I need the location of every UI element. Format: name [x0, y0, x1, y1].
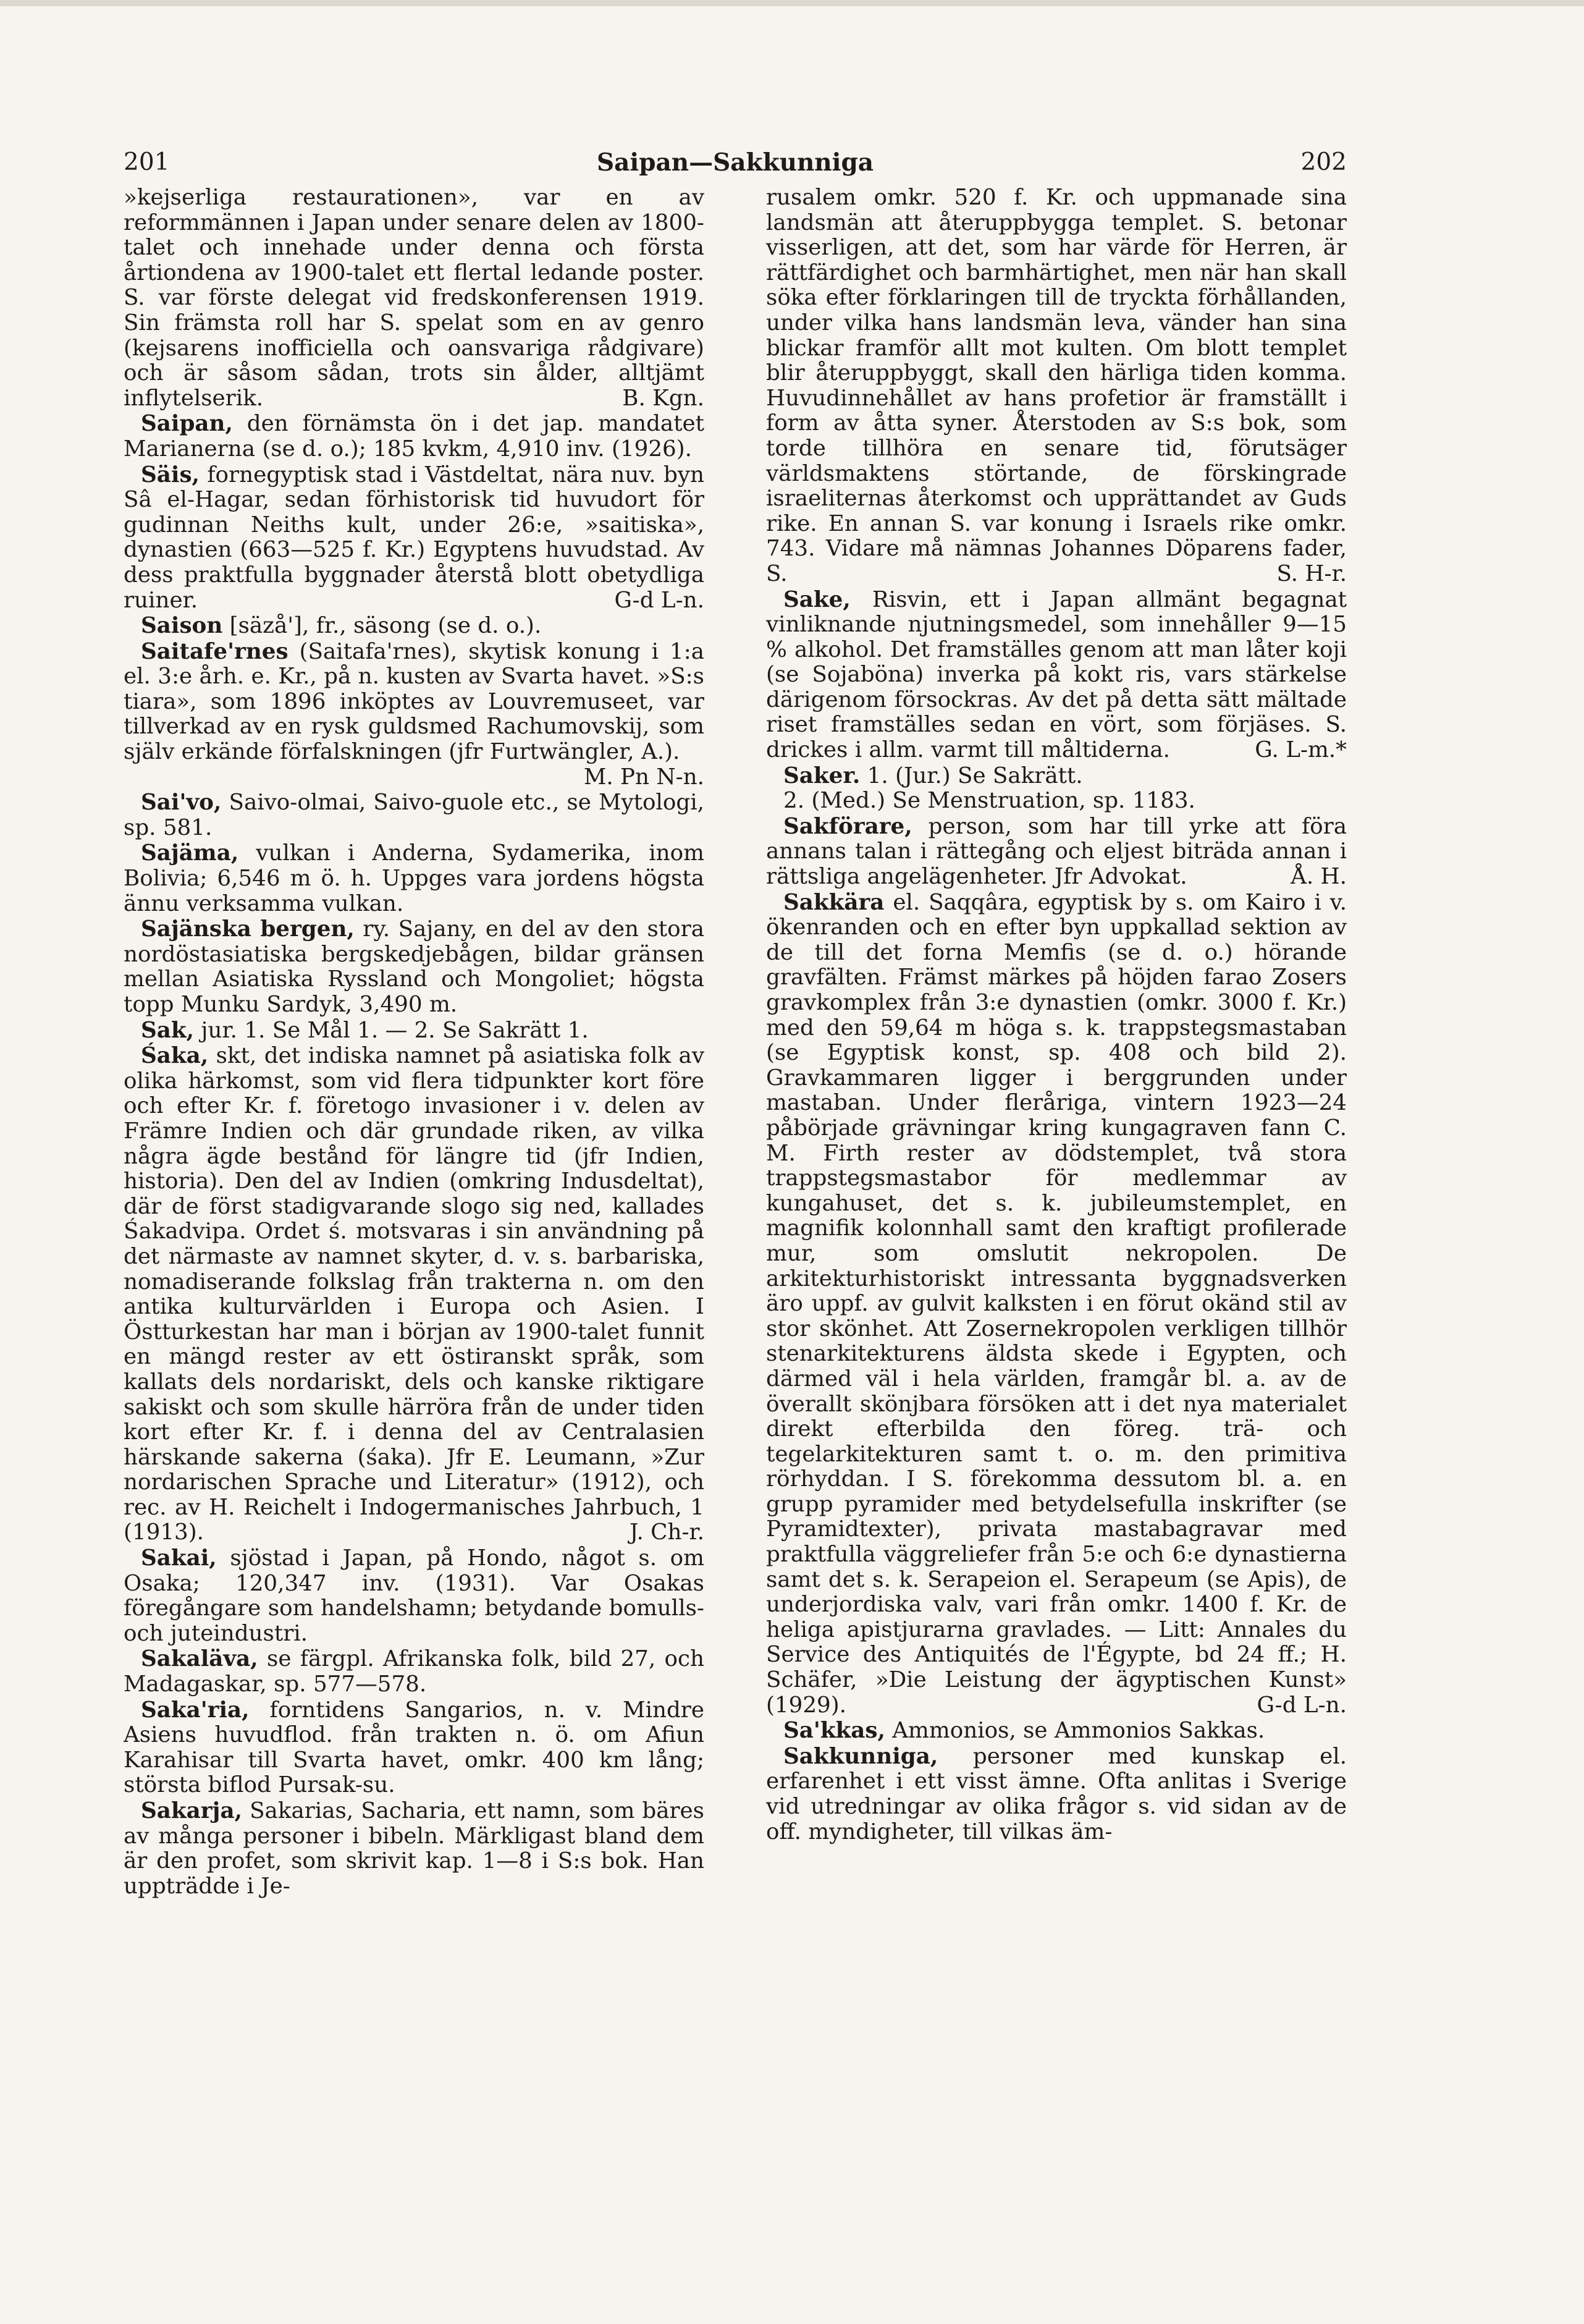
entry-headword: Saipan, — [141, 410, 233, 437]
entry-headword: Säis, — [141, 461, 200, 488]
author-signature: S. H-r. — [1276, 560, 1347, 586]
entry-headword: Saka'ria, — [141, 1696, 250, 1723]
left-column — [124, 185, 704, 2249]
author-signature: Å. H. — [1291, 864, 1347, 890]
entry-headword: Saker. — [783, 762, 861, 788]
dictionary-entry — [124, 1545, 704, 1646]
dictionary-entry — [766, 185, 1347, 587]
dictionary-entry — [124, 639, 704, 790]
entry-headword: Saison — [141, 612, 223, 639]
page-number-right: 202 — [1300, 148, 1347, 176]
entry-headword: Sakai, — [141, 1545, 217, 1571]
entry-text: skt, det indiska namnet på asiatiska folk av olika härkomst, som vid flera tidpunkter kort före och efter Kr. f. företogo invasioner i v. delen av Främre Indien och där grundade riken, av vilka några ägde bestånd för längre tid (jfr Indien, historia). Den del av Indien (omkring Indusdeltat), där de först stadigvarande slogo sig ned, kallades Śakadvipa. Ordet ś. motsvaras i sin användning på det närmaste av namnet skyter, d. v. s. barbariska, nomadiserande folkslag från trakterna n. om den antika kulturvärlden i Europa och Asien. I Östturkestan har man i början av 1900-talet funnit en mängd rester av ett östiranskt språk, som kallats dels nordariskt, dels och kanske riktigare sakiskt och som skulle härröra från de under tiden kort efter Kr. f. i denna del av Centralasien härskande sakerna (śaka). Jfr E. Leumann, »Zur nordarischen Sprache und Literatur» (1912), och rec. av H. Reichelt i Indogermanisches Jahrbuch, 1 (1913). — [124, 1043, 704, 1545]
entry-text: personer med kunskap el. erfarenhet i ett visst ämne. Ofta anlitas i Sverige vid utredningar av olika frågor s. vid sidan av de off. myndigheter, till vilkas äm- — [766, 1743, 1347, 1844]
running-header — [124, 148, 1347, 185]
entry-text: el. Saqqâra, egyptisk by s. om Kairo i v. ökenranden och en efter byn uppkallad sektion av de till det forna Memfis (se d. o.) hörande gravfälten. Främst märkes på höjden farao Zosers gravkomplex från 3:e dynastien (omkr. 3000 f. Kr.) med den 59,64 m höga s. k. trappstegsmastaban (se Egyptisk konst, sp. 408 och bild 2). Gravkammaren ligger i berggrunden under mastaban. Under fleråriga, vintern 1923—24 påbörjade grävningar kring kungagraven fann C. M. Firth rester av dödstemplet, två stora trappstegsmastabor för medlemmar av kungahuset, det s. k. jubileumstemplet, en magnifik kolonnhall samt den kraftigt profilerade mur, som omslutit nekropolen. De arkitekturhistoriskt intressanta byggnadsverken äro uppf. av gulvit kalksten i en förut okänd stil av stor skönhet. Att Zosernekropolen verkligen tillhör stenarkitekturens äldsta skede i Egypten, och därmed väl i hela världen, framgår bl. a. av de överallt skönjbara försöken att i det nya materialet direkt efterbilda den föreg. trä- och tegelarkitekturen samt t. o. m. den primitiva rörhyddan. I S. förekomma dessutom bl. a. en grupp pyramider med betydelsefulla inskrifter (se Pyramidtexter), privata mastabagravar med praktfulla väggreliefer från 5:e och 6:e dynastierna samt det s. k. Serapeion el. Serapeum (se Apis), de underjordiska valv, vari från omkr. 1400 f. Kr. de heliga apistjurarna gravlades. — Litt: Annales du Service des Antiquités de l'Égypte, bd 24 ff.; H. Schäfer, »Die Leistung der ägyptischen Kunst» (1929). — [766, 889, 1347, 1718]
dictionary-entry — [766, 788, 1347, 814]
entry-headword: Sakaläva, — [141, 1646, 258, 1672]
entry-headword: Sakkära — [783, 889, 885, 915]
dictionary-entry — [766, 814, 1347, 890]
author-signature: G-d L-n. — [614, 587, 704, 613]
dictionary-entry — [766, 890, 1347, 1718]
entry-text: jur. 1. Se Mål 1. — 2. Se Sakrätt 1. — [201, 1017, 589, 1043]
entry-text: rusalem omkr. 520 f. Kr. och uppmanade sina landsmän att återuppbygga templet. S. betonar visserligen, att det, som har värde för Herren, är rättfärdighet och barmhärtighet, men när han skall söka efter förklaringen till de tryckta förhållanden, under vilka hans landsmän leva, vänder han sina blickar framför allt mot kulten. Om blott templet blir återuppbyggt, skall den härliga tiden komma. Huvudinnehållet av hans profetior är framställt i form av åtta syner. Återstoden av S:s bok, som torde tillhöra en senare tid, förutsäger världsmaktens störtande, de förskingrade israeliternas återkomst och upprättandet av Guds rike. En annan S. var konung i Israels rike omkr. 743. Vidare må nämnas Johannes Döparens fader, S. — [766, 185, 1347, 586]
dictionary-entry — [124, 613, 704, 639]
entry-text: 1. (Jur.) Se Sakrätt. — [867, 763, 1083, 788]
running-title: Saipan—Sakkunniga — [596, 148, 874, 177]
entry-text: Risvin, ett i Japan allmänt begagnat vinliknande njutningsmedel, som innehåller 9—15 % alkohol. Det framställes genom att man låter koji (se Sojaböna) inverka på kokt ris, vars stärkelse därigenom försockras. Av det på detta sätt mältade riset framställes sedan en vört, som förjäses. S. drickes i allm. varmt till måltiderna. — [766, 586, 1347, 763]
dictionary-entry — [124, 1018, 704, 1044]
entry-headword: Sa'kkas, — [783, 1717, 885, 1744]
author-signature: B. Kgn. — [622, 385, 704, 411]
entry-text: fornegyptisk stad i Västdeltat, nära nuv. byn Sâ el-Hagar, sedan förhistorisk tid huvudort för gudinnan Neiths kult, under 26:e, »saitiska», dynastien (663—525 f. Kr.) Egyptens huvudstad. Av dess praktfulla byggnader återstå blott obetydliga ruiner. — [124, 462, 704, 613]
author-signature: G. L-m.* — [1255, 737, 1347, 763]
entry-headword: Sake, — [783, 586, 851, 612]
page-number-left: 201 — [124, 148, 170, 176]
entry-headword: Sajäma, — [141, 840, 239, 866]
entry-text: se färgpl. Afrikanska folk, bild 27, och Madagaskar, sp. 577—578. — [124, 1646, 704, 1697]
dictionary-entry — [124, 462, 704, 614]
entry-text: Sakarias, Sacharia, ett namn, som bäres av många personer i bibeln. Märkligast bland dem är den profet, som skrivit kap. 1—8 i S:s bok. Han uppträdde i Je- — [124, 1798, 704, 1899]
author-signature: M. Pn N-n. — [583, 764, 704, 790]
entry-headword: Sak, — [141, 1016, 195, 1043]
entry-text: 2. (Med.) Se Menstruation, sp. 1183. — [783, 788, 1195, 814]
dictionary-entry — [766, 1744, 1347, 1844]
entry-headword: Śaka, — [141, 1042, 209, 1069]
entry-text: sjöstad i Japan, på Hondo, något s. om Osaka; 120,347 inv. (1931). Var Osakas föregångare som handelshamn; betydande bomulls- och juteindustri. — [124, 1545, 704, 1646]
entry-text: Ammonios, se Ammonios Sakkas. — [892, 1718, 1265, 1744]
dictionary-entry — [124, 1798, 704, 1899]
entry-text: person, som har till yrke att föra annans talan i rättegång och eljest biträda annan i rättsliga angelägenheter. Jfr Advokat. — [766, 813, 1347, 890]
dictionary-entry — [766, 1718, 1347, 1744]
dictionary-entry — [124, 185, 704, 411]
entry-text: (Saitafa'rnes), skytisk konung i 1:a el. 3:e årh. e. Kr., på n. kusten av Svarta havet. »S:s tiara», som 1896 inköptes av Louvremuseet, var tillverkad av en rysk guldsmed Rachumovskij, som själv erkände förfalskningen (jfr Furtwängler, A.). — [124, 638, 704, 765]
entry-text: vulkan i Anderna, Sydamerika, inom Bolivia; 6,546 m ö. h. Uppges vara jordens högsta ännu verksamma vulkan. — [124, 840, 704, 916]
entry-headword: Sajänska bergen, — [141, 916, 355, 942]
entry-headword: Sakförare, — [783, 813, 912, 839]
entry-headword: Sai'vo, — [141, 789, 222, 816]
author-signature: J. Ch-r. — [629, 1519, 704, 1545]
dictionary-entry — [124, 916, 704, 1017]
entry-text: forntidens Sangarios, n. v. Mindre Asiens huvudflod. från trakten n. ö. om Afiun Karahisar till Svarta havet, omkr. 400 km lång; största biflod Pursak-su. — [124, 1697, 704, 1798]
page-edge — [0, 0, 1584, 6]
entry-text: »kejserliga restaurationen», var en av reformmännen i Japan under senare delen av 1800-talet och innehade under denna och första årtiondena av 1900-talet ett flertal ledande poster. S. var förste delegat vid fredskonferensen 1919. Sin främsta roll har S. spelat som en av genro (kejsarens inofficiella och oansvariga rådgivare) och är såsom sådan, trots sin ålder, alltjämt inflytelserik. — [124, 185, 704, 411]
entry-headword: Saitafe'rnes — [141, 638, 289, 664]
dictionary-entry — [124, 790, 704, 840]
dictionary-entry — [124, 1043, 704, 1545]
author-signature: G-d L-n. — [1257, 1692, 1347, 1718]
dictionary-entry — [124, 840, 704, 916]
dictionary-entry — [124, 1646, 704, 1697]
dictionary-entry — [766, 587, 1347, 763]
entry-text: ry. Sajany, en del av den stora nordöstasiatiska bergskedjebågen, bildar gränsen mellan Asiatiska Ryssland och Mongoliet; högsta topp Munku Sardyk, 3,490 m. — [124, 916, 704, 1017]
dictionary-entry — [124, 411, 704, 462]
entry-text: [säzå'], fr., säsong (se d. o.). — [229, 613, 542, 639]
dictionary-entry — [124, 1697, 704, 1798]
entry-headword: Sakkunniga, — [783, 1743, 938, 1769]
entry-text: Saivo-olmai, Saivo-guole etc., se Mytologi, sp. 581. — [124, 790, 704, 840]
entry-headword: Sakarja, — [141, 1798, 243, 1823]
entry-text: den förnämsta ön i det jap. mandatet Marianerna (se d. o.); 185 kvkm, 4,910 inv. (1926). — [124, 411, 704, 462]
dictionary-entry — [766, 763, 1347, 789]
right-column — [766, 185, 1347, 2249]
